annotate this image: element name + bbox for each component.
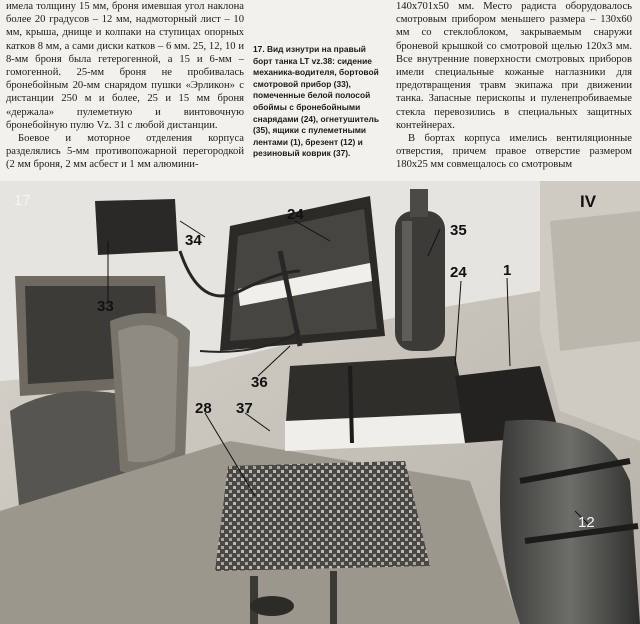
callout-12: 12 bbox=[578, 514, 595, 531]
right-paragraph-1: 140x701x50 мм. Место радиста оборудовалось смотровым прибором меньшего размера – 130x60 мм со стеклоблоком, закрываемым снаружи броневой крышкой со смотровой щелью 120x3 мм. Все внутренние поверхности смотровых приборов имели специальные кожаные наглазники для предотвращения травм экипажа при движении танка. Запасные перископы и пуленепробиваемые стекла перевозились в специальных защитных контейнерах. bbox=[396, 1, 632, 131]
callout-24-right: 24 bbox=[450, 264, 467, 281]
tank-interior-photo bbox=[0, 181, 640, 624]
left-text-column bbox=[6, 0, 244, 172]
left-paragraph-2: Боевое и моторное отделения корпуса разделялись 5-мм противопожарной перегородкой (2 мм броня, 2 мм асбест и 1 мм алюмини- bbox=[6, 133, 244, 171]
callout-1: 1 bbox=[503, 262, 512, 279]
section-mark: IV bbox=[580, 192, 597, 211]
callout-24-top: 24 bbox=[287, 206, 304, 223]
left-paragraph-1: имела толщину 15 мм, броня имевшая угол наклона более 20 градусов – 12 мм, надмоторный лист – 10 мм, крыша, днище и колпаки на ступицах опорных катков 8 мм, а сами диски катков – 6 мм. 25, 12, 10 и 8-мм броня была гетерогенной, а 15 и 6-мм – гомогенной. 25-мм броня не пробивалась бронебойным 20-мм снарядом пушки «Эрликон» с дистанции 250 м и более, 25 и 15 мм броня «держала» пулеметную и винтовочную бронебойную пулю Vz. 31 с любой дистанции. bbox=[6, 1, 244, 131]
photo-illustration bbox=[0, 181, 640, 624]
callout-36: 36 bbox=[251, 374, 268, 391]
callout-33: 33 bbox=[97, 298, 114, 315]
callout-37: 37 bbox=[236, 400, 253, 417]
callout-35: 35 bbox=[450, 222, 467, 239]
figure-caption: 17. Вид изнутри на правый борт танка LT vz.38: сидение механика-водителя, бортовой смотровой прибор (33), помеченные белой полосой обоймы с бронебойными снарядами (24), огнетушитель (35), ящики с пулеметными лентами (1), брезент (12) и резиновый коврик (37). bbox=[253, 44, 379, 159]
right-text-column bbox=[396, 0, 632, 172]
callout-28: 28 bbox=[195, 400, 212, 417]
right-paragraph-2: В бортах корпуса имелись вентиляционные отверстия, причем правое отверстие размером 180x25 мм совмещалось со смотровым bbox=[396, 133, 632, 171]
figure-number: 17 bbox=[14, 192, 31, 209]
callout-34: 34 bbox=[185, 232, 202, 249]
